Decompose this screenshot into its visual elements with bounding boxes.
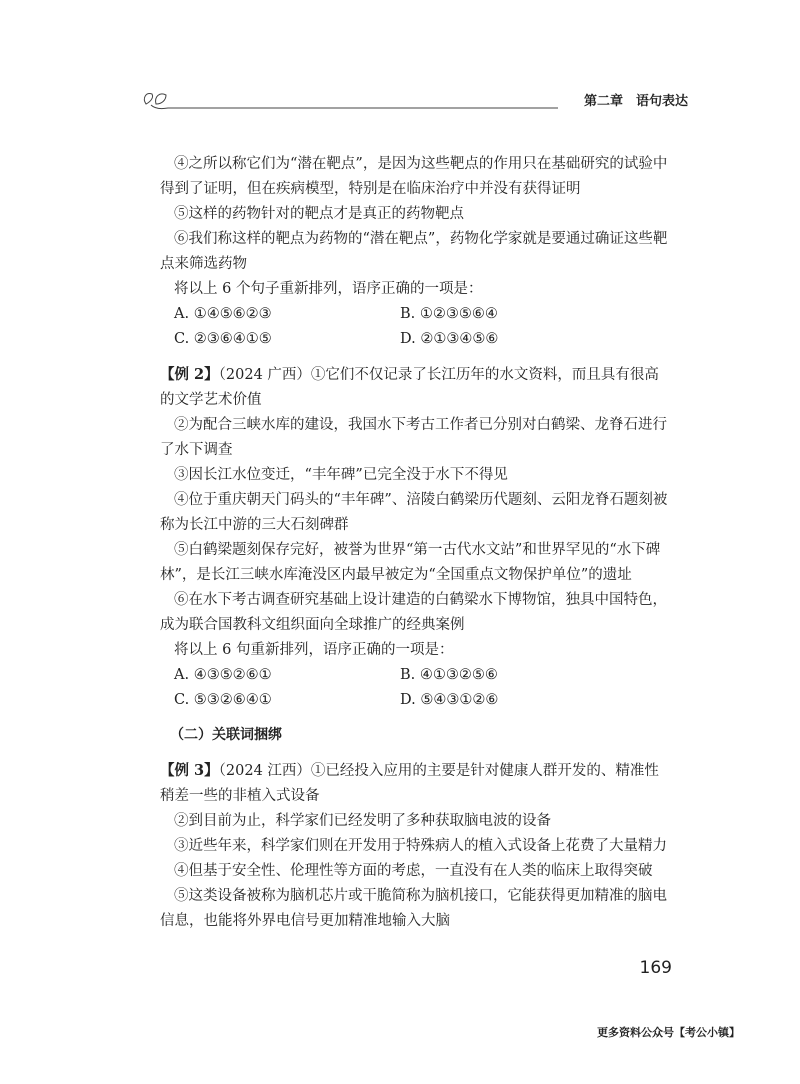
example-tag: 【例 3】 — [160, 762, 219, 779]
options-row — [174, 663, 668, 688]
options-row — [174, 327, 668, 352]
options-row — [174, 688, 668, 713]
statement-2: ②到目前为止，科学家们已经发明了多种获取脑电波的设备 — [174, 813, 551, 829]
statement-2: ②为配合三峡水库的建设，我国水下考古工作者已分别对白鹤梁、龙脊石进行了水下调查 — [160, 417, 667, 458]
question-prompt: 将以上 6 个句子重新排列，语序正确的一项是： — [174, 281, 483, 297]
statement-3: ③近些年来，科学家们则在开发用于特殊病人的植入式设备上花费了大量精力 — [174, 838, 667, 854]
statement-6: ⑥在水下考古调查研究基础上设计建造的白鹤梁水下博物馆，独具中国特色，成为联合国教科文组织面向全球推广的经典案例 — [160, 592, 667, 633]
statement-5: ⑤这样的药物针对的靶点才是真正的药物靶点 — [174, 206, 464, 222]
page-body — [160, 152, 668, 934]
statement-5: ⑤白鹤梁题刻保存完好，被誉为世界“第一古代水文站”和世界罕见的“水下碑林”，是长江三峡水库淹没区内最早被定为“全国重点文物保护单位”的遗址 — [160, 542, 661, 583]
example-source: （2024 广西） — [218, 367, 311, 383]
option-b: B. ①②③⑤⑥④ — [400, 306, 498, 322]
option-a: A. ④③⑤②⑥① — [174, 667, 272, 683]
example-source: （2024 江西） — [218, 763, 311, 779]
option-c: C. ②③⑥④①⑤ — [174, 331, 272, 347]
page-number: 169 — [639, 958, 672, 978]
option-a: A. ①④⑤⑥②③ — [174, 306, 272, 322]
section-heading: （二）关联词捆绑 — [170, 727, 282, 743]
example-3-lead — [160, 758, 668, 809]
statement-5: ⑤这类设备被称为脑机芯片或干脆简称为脑机接口，它能获得更加精准的脑电信息，也能将外界电信号更加精准地输入大脑 — [160, 888, 667, 929]
example-tag: 【例 2】 — [160, 366, 219, 383]
statement-4: ④位于重庆朝天门码头的“丰年碑”、涪陵白鹤梁历代题刻、云阳龙脊石题刻被称为长江中游的三大石刻碑群 — [160, 492, 668, 533]
question-prompt: 将以上 6 句重新排列，语序正确的一项是： — [174, 642, 454, 658]
statement-4: ④之所以称它们为“潜在靶点”，是因为这些靶点的作用只在基础研究的试验中得到了证明，但在疾病模型，特别是在临床治疗中并没有获得证明 — [160, 156, 668, 197]
option-d: D. ⑤④③①②⑥ — [400, 692, 499, 708]
chapter-title: 第二章 语句表达 — [576, 90, 688, 109]
statement-1: ①已经投入应用的主要是针对健康人群开发的、精准性稍差一些的非植入式设备 — [160, 763, 659, 804]
statement-6: ⑥我们称这样的靶点为药物的“潜在靶点”，药物化学家就是要通过确证这些靶点来筛选药物 — [160, 231, 668, 272]
statement-3: ③因长江水位变迁，“丰年碑”已完全没于水下不得见 — [174, 467, 508, 483]
options-row — [174, 302, 668, 327]
running-header — [138, 88, 688, 112]
statement-1: ①它们不仅记录了长江历年的水文资料，而且具有很高的文学艺术价值 — [160, 367, 659, 408]
statement-4: ④但基于安全性、伦理性等方面的考虑，一直没有在人类的临床上取得突破 — [174, 863, 653, 879]
example-2-lead — [160, 362, 668, 413]
option-d: D. ②①③④⑤⑥ — [400, 331, 499, 347]
option-b: B. ④①③②⑤⑥ — [400, 667, 498, 683]
option-c: C. ⑤③②⑥④① — [174, 692, 272, 708]
footer-note: 更多资料公众号【考公小镇】 — [597, 1026, 740, 1039]
